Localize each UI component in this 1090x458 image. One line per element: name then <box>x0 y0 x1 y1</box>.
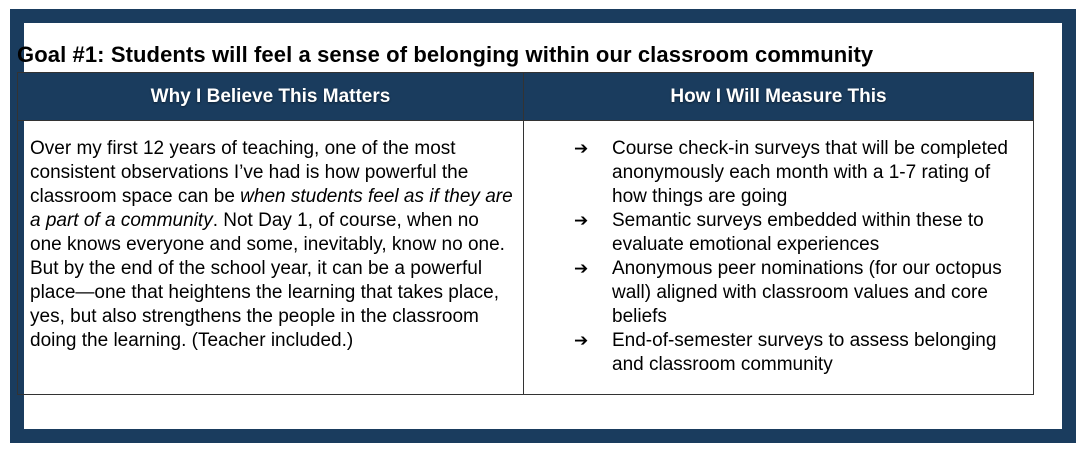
why-text-part2: . Not Day 1, of course, when no one knows everyone and some, inevitably, know no one. But by the end of the school year, it can be a powerful place—one that heightens the learning that takes place, yes, but also strengthens the people in the classroom doing the learning. (Teacher included.) <box>30 210 505 351</box>
arrow-right-icon: ➔ <box>574 211 589 231</box>
measure-text: Course check-in surveys that will be completed anonymously each month with a 1-7 rating of how things are going <box>612 138 1009 207</box>
measure-text: Semantic surveys embedded within these to evaluate emotional experiences <box>612 210 984 255</box>
table-header-row <box>18 73 1034 121</box>
measure-text: Anonymous peer nominations (for our octopus wall) aligned with classroom values and core beliefs <box>612 258 1002 327</box>
why-text-emphasis: when students feel as if they are a part of a community <box>30 186 513 231</box>
list-item <box>574 209 1025 257</box>
header-why-matters: Why I Believe This Matters <box>18 73 524 121</box>
list-item <box>574 137 1025 209</box>
table-row <box>18 121 1034 395</box>
goal-table <box>17 72 1034 395</box>
why-text-part1: Over my first 12 years of teaching, one of the most consistent observations I’ve had is how powerful the classroom space can be <box>30 138 469 207</box>
why-paragraph <box>18 121 523 353</box>
measure-list <box>524 121 1033 377</box>
why-cell <box>18 121 524 395</box>
goal-title: Goal #1: Students will feel a sense of belonging within our classroom community <box>17 42 874 67</box>
list-item <box>574 257 1025 329</box>
measure-cell <box>524 121 1034 395</box>
header-how-measure: How I Will Measure This <box>524 73 1034 121</box>
measure-text: End-of-semester surveys to assess belonging and classroom community <box>612 330 997 375</box>
arrow-right-icon: ➔ <box>574 259 589 279</box>
arrow-right-icon: ➔ <box>574 139 589 159</box>
list-item <box>574 329 1025 377</box>
arrow-right-icon: ➔ <box>574 331 589 351</box>
